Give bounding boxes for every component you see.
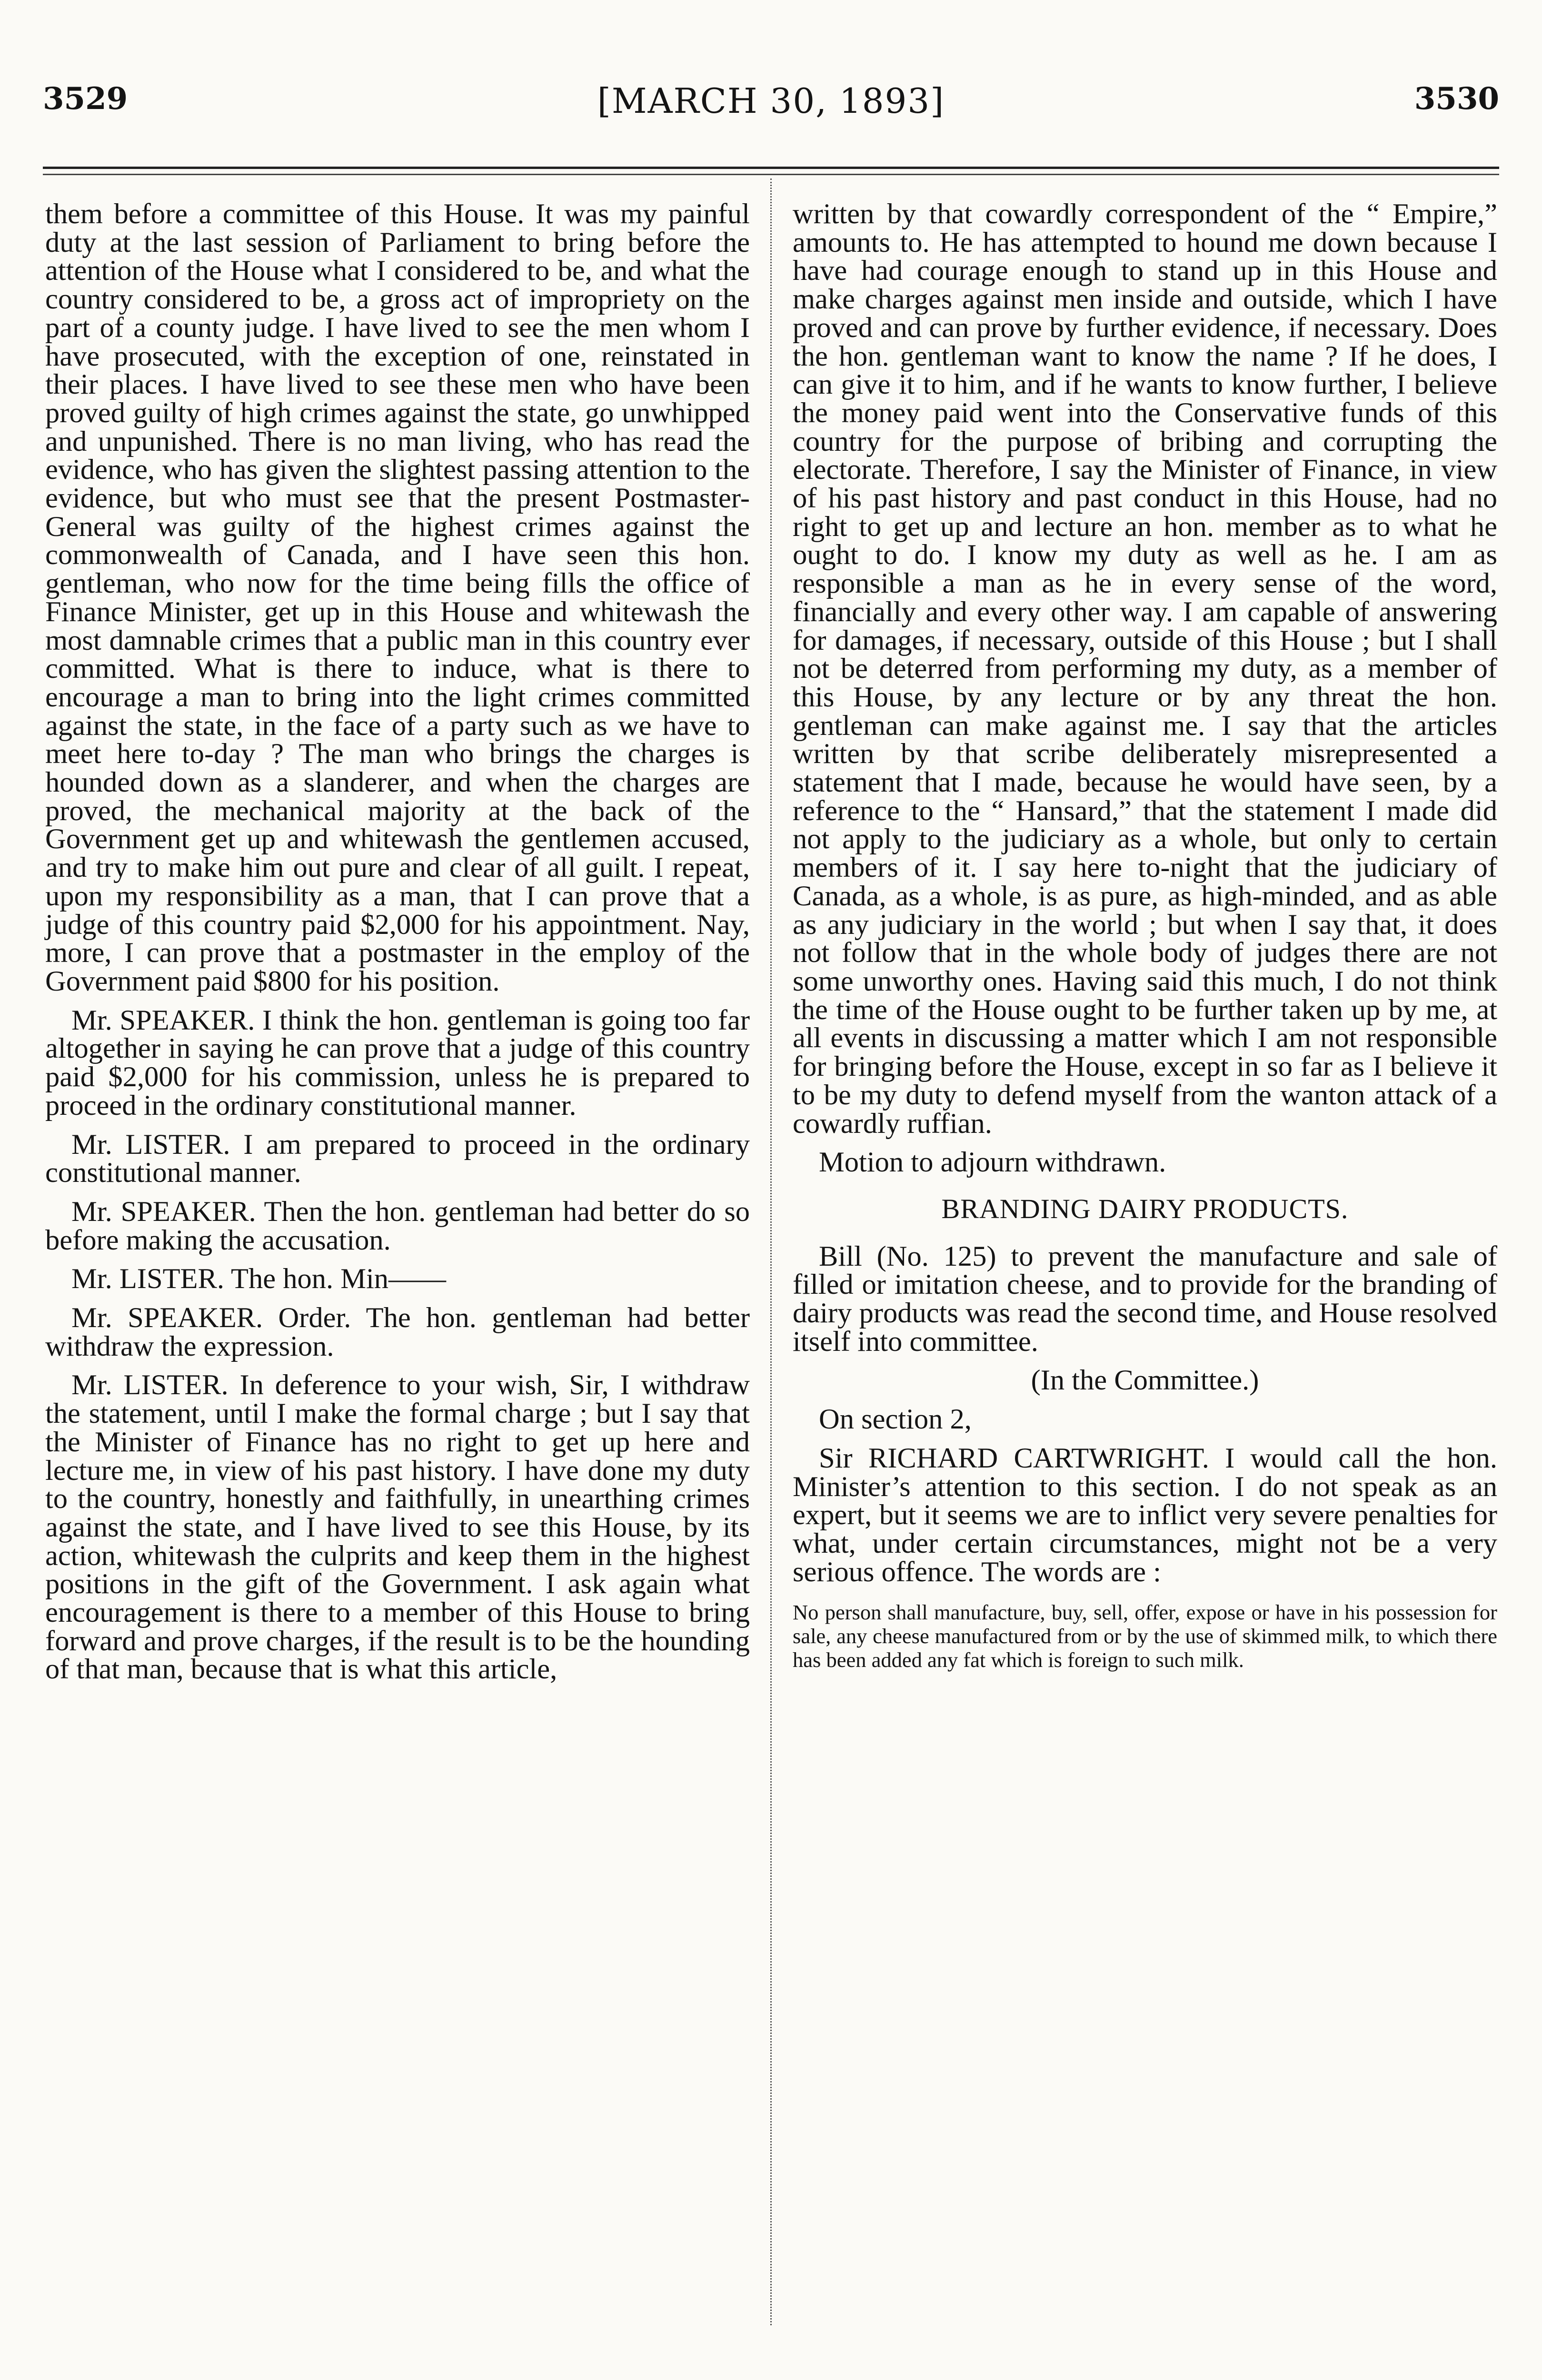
left-column: [45, 200, 750, 1694]
column-divider: [770, 178, 772, 2325]
right-column: [793, 200, 1497, 1672]
paragraph: Sir RICHARD CARTWRIGHT. I would call the hon. Minister’s attention to this section. I do not speak as an expert, but it seems we are to inflict very severe penalties for what, under certain circumstances, might not be a very serious offence. The words are :: [793, 1442, 1497, 1588]
page-header: [0, 81, 1542, 138]
paragraph: Mr. SPEAKER. I think the hon. gentleman is going too far altogether in saying he can prove that a judge of this country paid $2,000 for his commission, unless he is prepared to proceed in the ordinary constitutional manner.: [45, 1004, 750, 1121]
paragraph: Motion to adjourn withdrawn.: [819, 1146, 1166, 1179]
paragraph: Mr. LISTER. I am prepared to proceed in the ordinary constitutional manner.: [45, 1128, 750, 1189]
paragraph: Mr. SPEAKER. Order. The hon. gentleman had better withdraw the expression.: [45, 1302, 750, 1362]
paragraph: them before a committee of this House. It was my painful duty at the last session of Parliament to bring before the attention of the House what I considered to be, and what the country considered to be, a gross act of impropriety on the part of a county judge. I have lived to see the men whom I have prosecuted, with the exception of one, reinstated in their places. I have lived to see these men who have been proved guilty of high crimes against the state, go unwhipped and unpunished. There is no man living, who has read the evidence, who has given the slightest passing attention to the evidence, but who must see that the present Postmaster-General was guilty of the highest crimes against the commonwealth of Canada, and I have seen this hon. gentleman, who now for the time being fills the office of Finance Minister, get up in this House and whitewash the most damnable crimes that a public man in this country ever committed. What is there to induce, what is there to encourage a man to bring into the light crimes committed against the state, in the face of a party such as we have to meet here to-day ? The man who brings the charges is hounded down as a slanderer, and when the charges are proved, the mechanical majority at the back of the Government get up and whitewash the gentlemen accused, and try to make him out pure and clear of all guilt. I repeat, upon my responsibility as a man, that I can prove that a judge of this country paid $2,000 for his appointment. Nay, more, I can prove that a postmaster in the employ of the Government paid $800 for his position.: [45, 198, 750, 997]
paragraph: Bill (No. 125) to prevent the manufacture and sale of filled or imitation cheese, and to provide for the branding of dairy products was read the second time, and House resolved itself into committee.: [793, 1240, 1497, 1358]
paragraph: written by that cowardly correspondent of the “ Empire,” amounts to. He has attempted to hound me down because I have had courage enough to stand up in this House and make charges against men inside and outside, which I have proved and can prove by further evidence, if necessary. Does the hon. gentleman want to know the name ? If he does, I can give it to him, and if he wants to know further, I believe the money paid went into the Conservative funds of this country for the purpose of bribing and corrupting the electorate. Therefore, I say the Minister of Finance, in view of his past history and past conduct in this House, had no right to get up and lecture an hon. member as to what he ought to do. I know my duty as well as he. I am as responsible a man as he in every sense of the word, financially and every other way. I am capable of answering for damages, if necessary, outside of this House ; but I shall not be deterred from performing my duty, as a member of this House, by any lecture or by any threat the hon. gentleman can make against me. I say that the articles written by that scribe deliberately misrepresented a statement that I made, because he would have seen, by a reference to the “ Hansard,” that the statement I made did not apply to the judiciary as a whole, but only to certain members of it. I say here to-night that the judiciary of Canada, as a whole, is as pure, as high-minded, and as able as any judiciary in the world ; but when I say that, it does not follow that in the whole body of judges there are not some unworthy ones. Having said this much, I do not think the time of the House ought to be further taken up by me, at all events in discussing a matter which I am not responsible for bringing before the House, except in so far as I believe it to be my duty to defend myself from the wanton attack of a cowardly ruffian.: [793, 198, 1497, 1140]
page-date: [MARCH 30, 1893]: [597, 81, 945, 121]
header-rule: [43, 167, 1499, 175]
page-number-left: 3529: [43, 81, 128, 117]
paragraph: Mr. SPEAKER. Then the hon. gentleman had better do so before making the accusation.: [45, 1195, 750, 1256]
page-number-right: 3530: [1414, 81, 1499, 117]
paragraph: Mr. LISTER. The hon. Min——: [71, 1263, 447, 1295]
committee-note: (In the Committee.): [1031, 1364, 1259, 1397]
paragraph: Mr. LISTER. In deference to your wish, Sir, I withdraw the statement, until I make the formal charge ; but I say that the Minister of Finance has no right to get up here and lecture me, in view of his past history. I have done my duty to the country, honestly and faithfully, in unearthing crimes against the state, and I have lived to see this House, by its action, whitewash the culprits and keep them in the highest positions in the gift of the Government. I ask again what encouragement is there to a member of this House to bring forward and prove charges, if the result is to be the hounding of that man, because that is what this article,: [45, 1369, 750, 1686]
paragraph: On section 2,: [819, 1403, 972, 1436]
quoted-clause: No person shall manufacture, buy, sell, offer, expose or have in his possession for sale, any cheese manufactured from or by the use of skimmed milk, to which there has been added any fat which is foreign to such milk.: [793, 1600, 1497, 1672]
section-heading: BRANDING DAIRY PRODUCTS.: [941, 1193, 1349, 1224]
